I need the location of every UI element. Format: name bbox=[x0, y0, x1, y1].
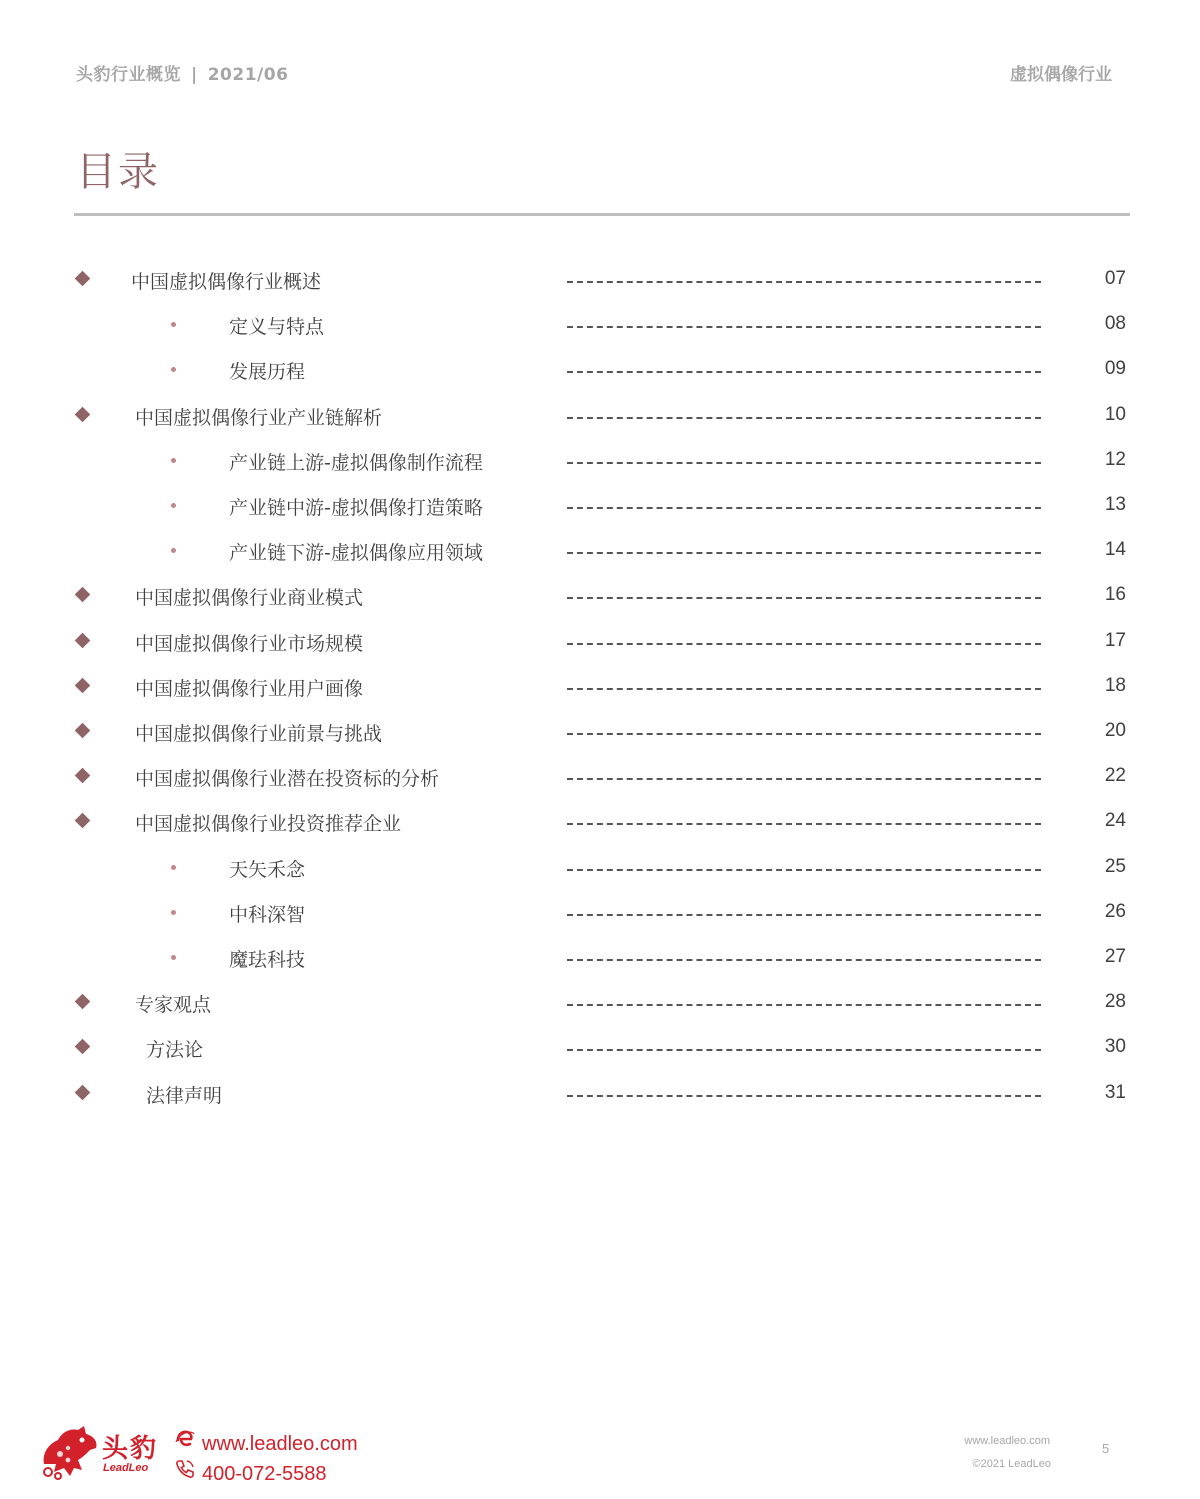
diamond-bullet-icon bbox=[75, 678, 91, 694]
toc-section-label: 中国虚拟偶像行业商业模式 bbox=[135, 587, 364, 609]
toc-page-number: 30 bbox=[1104, 1036, 1126, 1057]
footer-brand-en: LeadLeo bbox=[103, 1462, 149, 1474]
toc-dotted-leader bbox=[567, 597, 1041, 599]
dot-bullet-icon bbox=[171, 865, 176, 870]
toc-page-number: 12 bbox=[1104, 449, 1126, 470]
toc-subsection-label: 中科深智 bbox=[229, 904, 306, 926]
toc-dotted-leader bbox=[567, 1004, 1041, 1006]
footer-brand-cn: 头豹 bbox=[102, 1434, 159, 1464]
toc-page-number: 10 bbox=[1104, 404, 1126, 425]
toc-dotted-leader bbox=[567, 371, 1041, 373]
toc-page-number: 07 bbox=[1104, 268, 1126, 289]
toc-page-number: 26 bbox=[1104, 901, 1126, 922]
diamond-bullet-icon bbox=[75, 768, 91, 784]
toc-row[interactable] bbox=[0, 1072, 1200, 1116]
diamond-bullet-icon bbox=[75, 271, 91, 287]
toc-subsection-label: 产业链上游-虚拟偶像制作流程 bbox=[229, 452, 483, 474]
footer-website-text: www.leadleo.com bbox=[202, 1433, 358, 1455]
toc-dotted-leader bbox=[567, 417, 1041, 419]
toc-dotted-leader bbox=[567, 823, 1041, 825]
toc-page-number: 13 bbox=[1104, 494, 1126, 515]
header-brand: 头豹行业概览 bbox=[76, 65, 181, 85]
toc-subsection-label: 发展历程 bbox=[229, 361, 306, 383]
diamond-bullet-icon bbox=[75, 587, 91, 603]
dot-bullet-icon bbox=[171, 503, 176, 508]
toc-section-label: 中国虚拟偶像行业潜在投资标的分析 bbox=[135, 768, 440, 790]
toc-row[interactable] bbox=[0, 348, 1200, 392]
header-date: 2021/06 bbox=[207, 65, 289, 85]
toc-row[interactable] bbox=[0, 303, 1200, 347]
toc-dotted-leader bbox=[567, 1049, 1041, 1051]
toc-dotted-leader bbox=[567, 1095, 1041, 1097]
toc-dotted-leader bbox=[567, 643, 1041, 645]
toc-row[interactable] bbox=[0, 1026, 1200, 1070]
toc-row[interactable] bbox=[0, 258, 1200, 302]
toc-page-number: 14 bbox=[1104, 539, 1126, 560]
toc-dotted-leader bbox=[567, 959, 1041, 961]
diamond-bullet-icon bbox=[75, 813, 91, 829]
toc-page-number: 08 bbox=[1104, 313, 1126, 334]
toc-dotted-leader bbox=[567, 688, 1041, 690]
toc-section-label: 中国虚拟偶像行业前景与挑战 bbox=[135, 723, 383, 745]
footer-page-number: 5 bbox=[1102, 1441, 1110, 1456]
footer-phone[interactable] bbox=[174, 1458, 327, 1486]
toc-dotted-leader bbox=[567, 733, 1041, 735]
phone-icon bbox=[174, 1458, 198, 1486]
toc-row[interactable] bbox=[0, 665, 1200, 709]
toc-row[interactable] bbox=[0, 981, 1200, 1025]
header-left bbox=[76, 60, 288, 85]
dot-bullet-icon bbox=[171, 955, 176, 960]
header-right-title: 虚拟偶像行业 bbox=[1010, 65, 1112, 85]
toc-row[interactable] bbox=[0, 846, 1200, 890]
footer-small-url: www.leadleo.com bbox=[964, 1435, 1050, 1447]
toc-row[interactable] bbox=[0, 936, 1200, 980]
toc-row[interactable] bbox=[0, 800, 1200, 844]
diamond-bullet-icon bbox=[75, 407, 91, 423]
toc-row[interactable] bbox=[0, 529, 1200, 573]
toc-row[interactable] bbox=[0, 574, 1200, 618]
toc-section-label: 中国虚拟偶像行业用户画像 bbox=[135, 678, 364, 700]
toc-dotted-leader bbox=[567, 552, 1041, 554]
toc-dotted-leader bbox=[567, 507, 1041, 509]
diamond-bullet-icon bbox=[75, 633, 91, 649]
footer-copyright: ©2021 LeadLeo bbox=[972, 1458, 1051, 1470]
toc-page-number: 28 bbox=[1104, 991, 1126, 1012]
toc-page-number: 20 bbox=[1104, 720, 1126, 741]
toc-row[interactable] bbox=[0, 439, 1200, 483]
toc-page-number: 31 bbox=[1104, 1082, 1126, 1103]
toc-page-number: 17 bbox=[1104, 630, 1126, 651]
toc-section-label: 中国虚拟偶像行业市场规模 bbox=[135, 633, 364, 655]
footer-website[interactable] bbox=[174, 1428, 358, 1456]
toc-section-label: 中国虚拟偶像行业产业链解析 bbox=[135, 407, 383, 429]
toc-dotted-leader bbox=[567, 281, 1041, 283]
diamond-bullet-icon bbox=[75, 1039, 91, 1055]
toc-section-label: 专家观点 bbox=[135, 994, 212, 1016]
header-separator: | bbox=[191, 65, 198, 85]
toc-dotted-leader bbox=[567, 914, 1041, 916]
toc-section-label: 方法论 bbox=[146, 1039, 204, 1061]
toc-dotted-leader bbox=[567, 462, 1041, 464]
toc-subsection-label: 产业链下游-虚拟偶像应用领域 bbox=[229, 542, 483, 564]
dot-bullet-icon bbox=[171, 548, 176, 553]
diamond-bullet-icon bbox=[75, 994, 91, 1010]
toc-page-number: 25 bbox=[1104, 856, 1126, 877]
toc-page-number: 18 bbox=[1104, 675, 1126, 696]
toc-page-number: 22 bbox=[1104, 765, 1126, 786]
toc-page-number: 09 bbox=[1104, 358, 1126, 379]
toc-page-number: 16 bbox=[1104, 584, 1126, 605]
toc-subsection-label: 定义与特点 bbox=[229, 316, 325, 338]
dot-bullet-icon bbox=[171, 458, 176, 463]
toc-dotted-leader bbox=[567, 869, 1041, 871]
toc-row[interactable] bbox=[0, 394, 1200, 438]
leopard-logo-icon bbox=[38, 1424, 100, 1484]
dot-bullet-icon bbox=[171, 910, 176, 915]
toc-row[interactable] bbox=[0, 755, 1200, 799]
toc-section-label: 中国虚拟偶像行业概述 bbox=[131, 271, 322, 293]
dot-bullet-icon bbox=[171, 367, 176, 372]
toc-section-label: 中国虚拟偶像行业投资推荐企业 bbox=[135, 813, 402, 835]
toc-page-number: 27 bbox=[1104, 946, 1126, 967]
footer-phone-text: 400-072-5588 bbox=[202, 1463, 327, 1485]
globe-e-icon bbox=[174, 1428, 198, 1456]
toc-row[interactable] bbox=[0, 710, 1200, 754]
toc-row[interactable] bbox=[0, 620, 1200, 664]
toc-dotted-leader bbox=[567, 326, 1041, 328]
diamond-bullet-icon bbox=[75, 723, 91, 739]
toc-subsection-label: 天矢禾念 bbox=[229, 859, 306, 881]
page-title: 目录 bbox=[76, 149, 160, 195]
toc-page-number: 24 bbox=[1104, 810, 1126, 831]
toc-subsection-label: 魔珐科技 bbox=[229, 949, 306, 971]
toc-dotted-leader bbox=[567, 778, 1041, 780]
toc-row[interactable] bbox=[0, 484, 1200, 528]
title-divider bbox=[74, 213, 1130, 216]
toc-row[interactable] bbox=[0, 891, 1200, 935]
dot-bullet-icon bbox=[171, 322, 176, 327]
toc-subsection-label: 产业链中游-虚拟偶像打造策略 bbox=[229, 497, 483, 519]
toc-section-label: 法律声明 bbox=[146, 1085, 223, 1107]
diamond-bullet-icon bbox=[75, 1085, 91, 1101]
